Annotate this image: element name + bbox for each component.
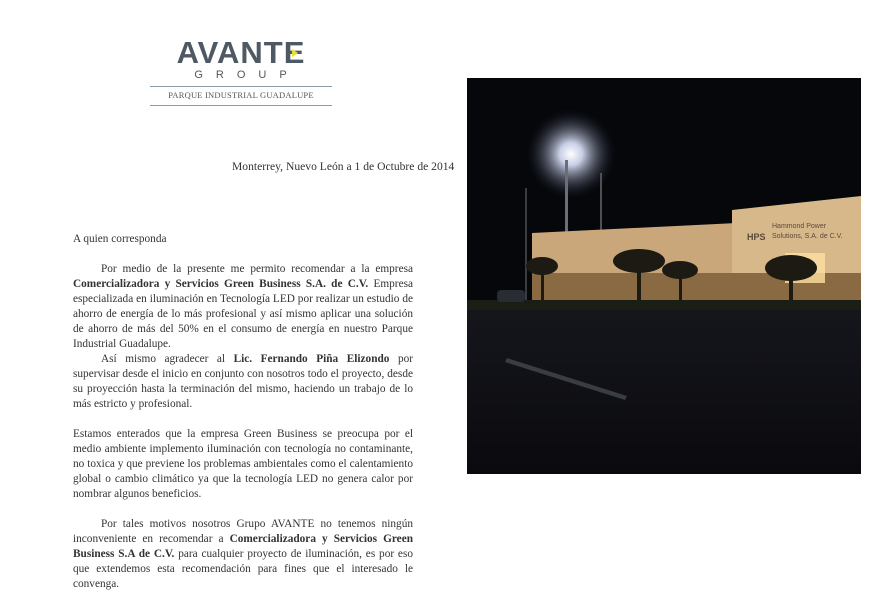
- text: Estamos enterados que la empresa Green Business se preocupa por el medio ambiente implemento iluminación con tecnología no contaminante, no toxica y que previene los problemas ambientales como el calentamiento global o cambio climático ya que la tecnología LED no genera calor por nombrar algunos beneficios.: [73, 428, 413, 500]
- logo-wordmark: AVANTE: [176, 35, 306, 70]
- sign-text-2: Solutions, S.A. de C.V.: [772, 233, 843, 240]
- text: para cualquier proyecto de iluminación, es por eso que extendemos esta recomendación para fines que el interesado le convenga.: [73, 548, 413, 590]
- paragraph: [73, 517, 413, 592]
- road: [467, 310, 861, 474]
- letterhead-logo: [150, 35, 332, 106]
- text: por supervisar desde el inicio en conjunto con nosotros todo el proyecto, desde su proyección hasta la terminación del mismo, haciendo un trabajo de lo más estricto y profesional.: [73, 353, 414, 410]
- text: Por tales motivos nosotros Grupo AVANTE no tenemos ningún inconveniente en recomendar a: [73, 518, 413, 545]
- photo-illustration: [467, 78, 861, 474]
- street-lamp-glow: [526, 109, 616, 199]
- paragraph: [73, 427, 413, 502]
- divider: [150, 105, 332, 106]
- bold-text: Lic. Fernando Piña Elizondo: [233, 353, 390, 365]
- bold-text: Comercializadora y Servicios Green Business S.A de C.V.: [73, 533, 413, 560]
- paragraph: [73, 262, 413, 352]
- logo-group-text: GROUP: [194, 69, 300, 81]
- night-photo-building: [467, 78, 861, 474]
- text: Así mismo agradecer al: [101, 353, 234, 365]
- divider: [150, 86, 332, 87]
- text: Por medio de la presente me permito recomendar a la empresa: [101, 263, 413, 275]
- sign-text-1: Hammond Power: [772, 223, 827, 230]
- letterhead-subtitle: PARQUE INDUSTRIAL GUADALUPE: [168, 90, 314, 100]
- salutation: A quien corresponda: [73, 233, 167, 245]
- letter-body: [73, 232, 413, 592]
- bold-text: Comercializadora y Servicios Green Business S.A. de C.V.: [73, 278, 369, 290]
- sign-logo: HPS: [747, 232, 766, 242]
- paragraph: [73, 352, 413, 412]
- text: Empresa especializada en iluminación en Tecnología LED por realizar un estudio de ahorro de energía de lo más profesional y así mismo aplicar una solución de ahorro de más del 50% en el consumo de energía en nuestro Parque Industrial Guadalupe.: [73, 278, 413, 350]
- date-line: Monterrey, Nuevo León a 1 de Octubre de 2014: [232, 160, 455, 173]
- logo-triangle-icon: [292, 49, 298, 57]
